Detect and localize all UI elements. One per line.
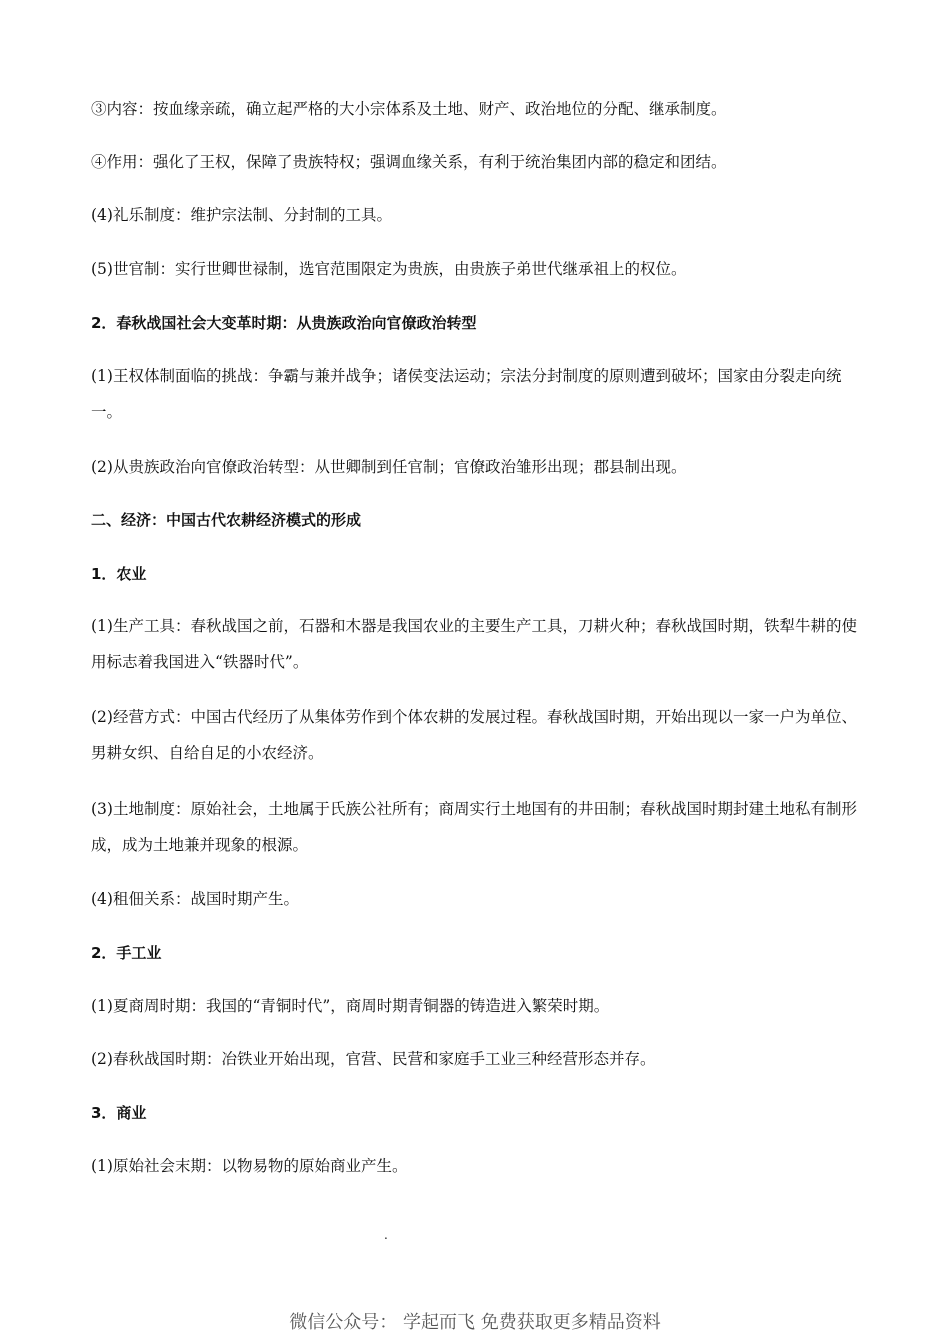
paragraph-kingship-challenges: (1)王权体制面临的挑战：争霸与兼并战争；诸侯变法运动；宗法分封制度的原则遭到破坏；国家由分裂走向统一。 bbox=[91, 367, 842, 421]
paragraph-xia-shang-zhou: (1)夏商周时期：我国的“青铜时代”，商周时期青铜器的铸造进入繁荣时期。 bbox=[91, 997, 610, 1015]
paragraph-spring-autumn-handicraft: (2)春秋战国时期：冶铁业开始出现，官营、民营和家庭手工业三种经营形态并存。 bbox=[91, 1050, 656, 1068]
paragraph-function: ④作用：强化了王权，保障了贵族特权；强调血缘关系，有利于统治集团内部的稳定和团结。 bbox=[91, 153, 727, 171]
section-heading-economy: 二、经济：中国古代农耕经济模式的形成 bbox=[91, 511, 362, 529]
footer-watermark: 微信公众号： 学起而飞 免费获取更多精品资料 bbox=[289, 1312, 661, 1333]
subsection-heading-commerce: 3．商业 bbox=[91, 1104, 147, 1122]
paragraph-rites-music-system: (4)礼乐制度：维护宗法制、分封制的工具。 bbox=[91, 206, 392, 224]
paragraph-tenancy: (4)租佃关系：战国时期产生。 bbox=[91, 890, 299, 908]
paragraph-primitive-commerce: (1)原始社会末期：以物易物的原始商业产生。 bbox=[91, 1157, 408, 1175]
page-dot: . bbox=[384, 1228, 388, 1242]
paragraph-production-tools: (1)生产工具：春秋战国之前，石器和木器是我国农业的主要生产工具，刀耕火种；春秋战国时期，铁犁牛耕的使用标志着我国进入“铁器时代”。 bbox=[91, 617, 857, 671]
paragraph-hereditary-office: (5)世官制：实行世卿世禄制，选官范围限定为贵族，由贵族子弟世代继承祖上的权位。 bbox=[91, 260, 687, 278]
paragraph-operation-mode: (2)经营方式：中国古代经历了从集体劳作到个体农耕的发展过程。春秋战国时期，开始出现以一家一户为单位、男耕女织、自给自足的小农经济。 bbox=[91, 708, 857, 762]
subsection-heading-agriculture: 1．农业 bbox=[91, 565, 147, 583]
paragraph-bureaucratic-transition: (2)从贵族政治向官僚政治转型：从世卿制到任官制；官僚政治雏形出现；郡县制出现。 bbox=[91, 458, 687, 476]
subsection-heading-handicraft: 2．手工业 bbox=[91, 944, 162, 962]
section-heading-spring-autumn: 2．春秋战国社会大变革时期：从贵族政治向官僚政治转型 bbox=[91, 314, 477, 332]
paragraph-land-system: (3)土地制度：原始社会，土地属于氏族公社所有；商周实行土地国有的井田制；春秋战国时期封建土地私有制形成，成为土地兼并现象的根源。 bbox=[91, 800, 857, 854]
paragraph-content-principle: ③内容：按血缘亲疏，确立起严格的大小宗体系及土地、财产、政治地位的分配、继承制度。 bbox=[91, 100, 727, 118]
